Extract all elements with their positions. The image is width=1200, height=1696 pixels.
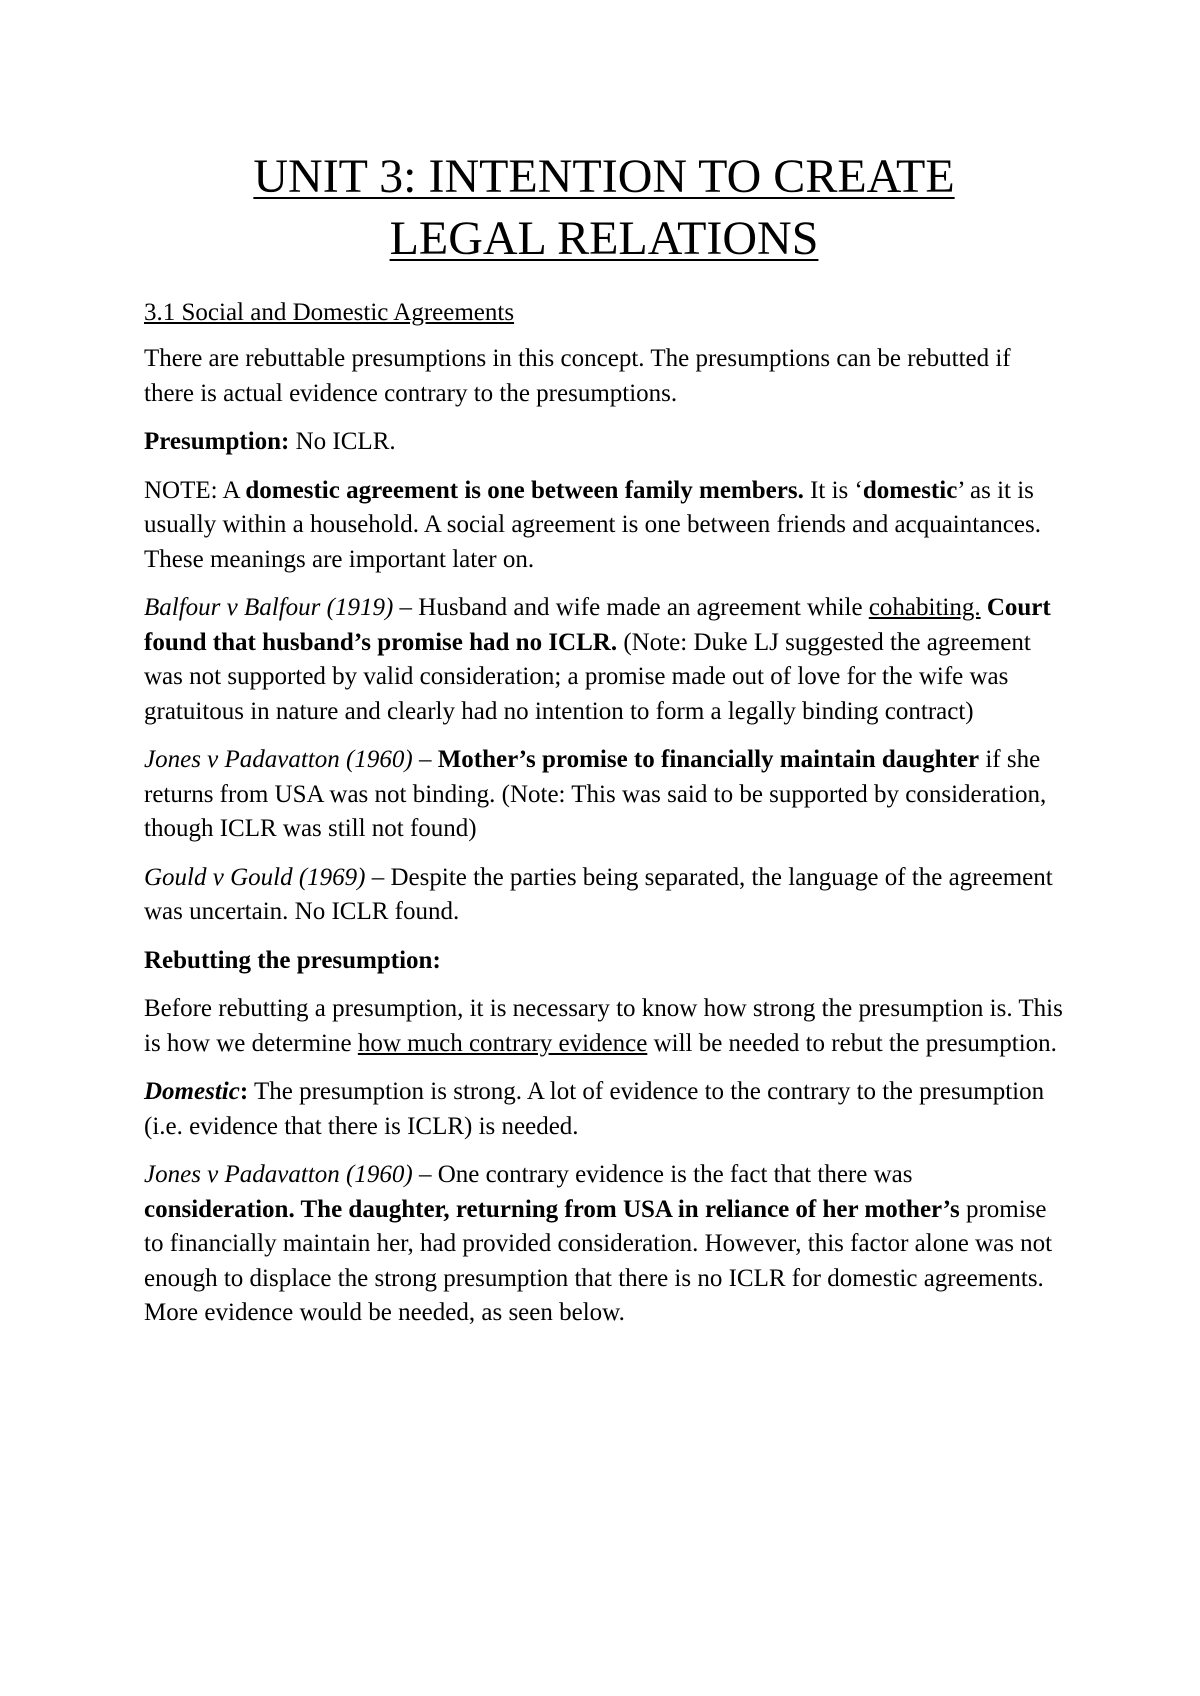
balfour-underlined: cohabiting.	[868, 594, 981, 621]
presumption-label: Presumption:	[144, 428, 290, 455]
presumption-paragraph	[144, 425, 1064, 460]
jones-rest-1: if she returns from USA was not binding. (Note: This was said to be supported by consideration, though ICLR was still not found)	[144, 746, 1047, 842]
note-bold-2: domestic	[862, 476, 958, 504]
balfour-paragraph	[144, 591, 1064, 729]
balfour-dash-text: – Husband and wife made an agreement while	[393, 594, 869, 621]
gould-rest: – Despite the parties being separated, the language of the agreement was uncertain. No ICLR found.	[144, 863, 1053, 925]
balfour-rest: (Note: Duke LJ suggested the agreement was not supported by valid consideration; a promise made out of love for the wife was gratuitous in nature and clearly had no intention to form a legally binding contract)	[144, 628, 1031, 725]
intro-text: There are rebuttable presumptions in this concept. The presumptions can be rebutted if there is actual evidence contrary to the presumptions.	[144, 345, 1011, 407]
rebutting-paragraph	[144, 992, 1064, 1061]
balfour-case-name: Balfour v Balfour (1919)	[144, 594, 394, 621]
gould-paragraph	[144, 861, 1064, 930]
rebutting-underlined: how much contrary evidence	[357, 1029, 648, 1057]
jones-paragraph-1	[144, 743, 1064, 847]
rebutting-start: Before rebutting a presumption, it is necessary to know how strong the presumption is. This is how we determine	[144, 995, 1063, 1057]
note-bold-1: domestic agreement is one between family members.	[245, 476, 804, 504]
page-title	[144, 146, 1064, 270]
rebutting-heading: Rebutting the presumption:	[144, 946, 441, 974]
title-line-1: UNIT 3: INTENTION TO CREATE	[253, 150, 955, 203]
jones-bold-1: Mother’s promise to financially maintain daughter	[437, 746, 980, 773]
presumption-text: No ICLR.	[289, 428, 396, 455]
rebutting-heading-paragraph	[144, 944, 1064, 979]
jones-rest-2: promise to financially maintain her, had provided consideration. However, this factor alone was not enough to displace the strong presumption that there is no ICLR for domestic agreements. More evidence would be needed, as seen below.	[144, 1195, 1053, 1326]
note-mid: It is ‘	[803, 476, 863, 504]
jones-case-name-2: Jones v Padavatton (1960)	[144, 1161, 413, 1188]
note-prefix: NOTE: A	[144, 476, 246, 504]
jones-bold-2: consideration. The daughter, returning from USA in reliance of her mother’s	[144, 1195, 960, 1223]
jones-dash-2: – One contrary evidence is the fact that there was	[412, 1161, 913, 1188]
document-page	[144, 146, 1064, 1345]
domestic-colon: :	[239, 1078, 249, 1105]
title-line-2: LEGAL RELATIONS	[389, 212, 819, 265]
jones-paragraph-2	[144, 1158, 1064, 1331]
note-paragraph	[144, 474, 1064, 578]
domestic-paragraph	[144, 1075, 1064, 1144]
note-rest: ’ as it is usually within a household. A social agreement is one between friends and acquaintances. These meanings are important later on.	[144, 476, 1041, 573]
gould-case-name: Gould v Gould (1969)	[144, 863, 366, 891]
section-heading: 3.1 Social and Domestic Agreements	[144, 299, 515, 326]
rebutting-end: will be needed to rebut the presumption.	[647, 1029, 1057, 1057]
domestic-label: Domestic	[144, 1078, 240, 1105]
intro-paragraph	[144, 342, 1064, 411]
domestic-text: The presumption is strong. A lot of evidence to the contrary to the presumption (i.e. evidence that there is ICLR) is needed.	[144, 1078, 1045, 1140]
balfour-bold: Court found that husband’s promise had no ICLR.	[144, 594, 1051, 656]
jones-dash-1: –	[412, 746, 438, 773]
jones-case-name-1: Jones v Padavatton (1960)	[144, 746, 413, 773]
